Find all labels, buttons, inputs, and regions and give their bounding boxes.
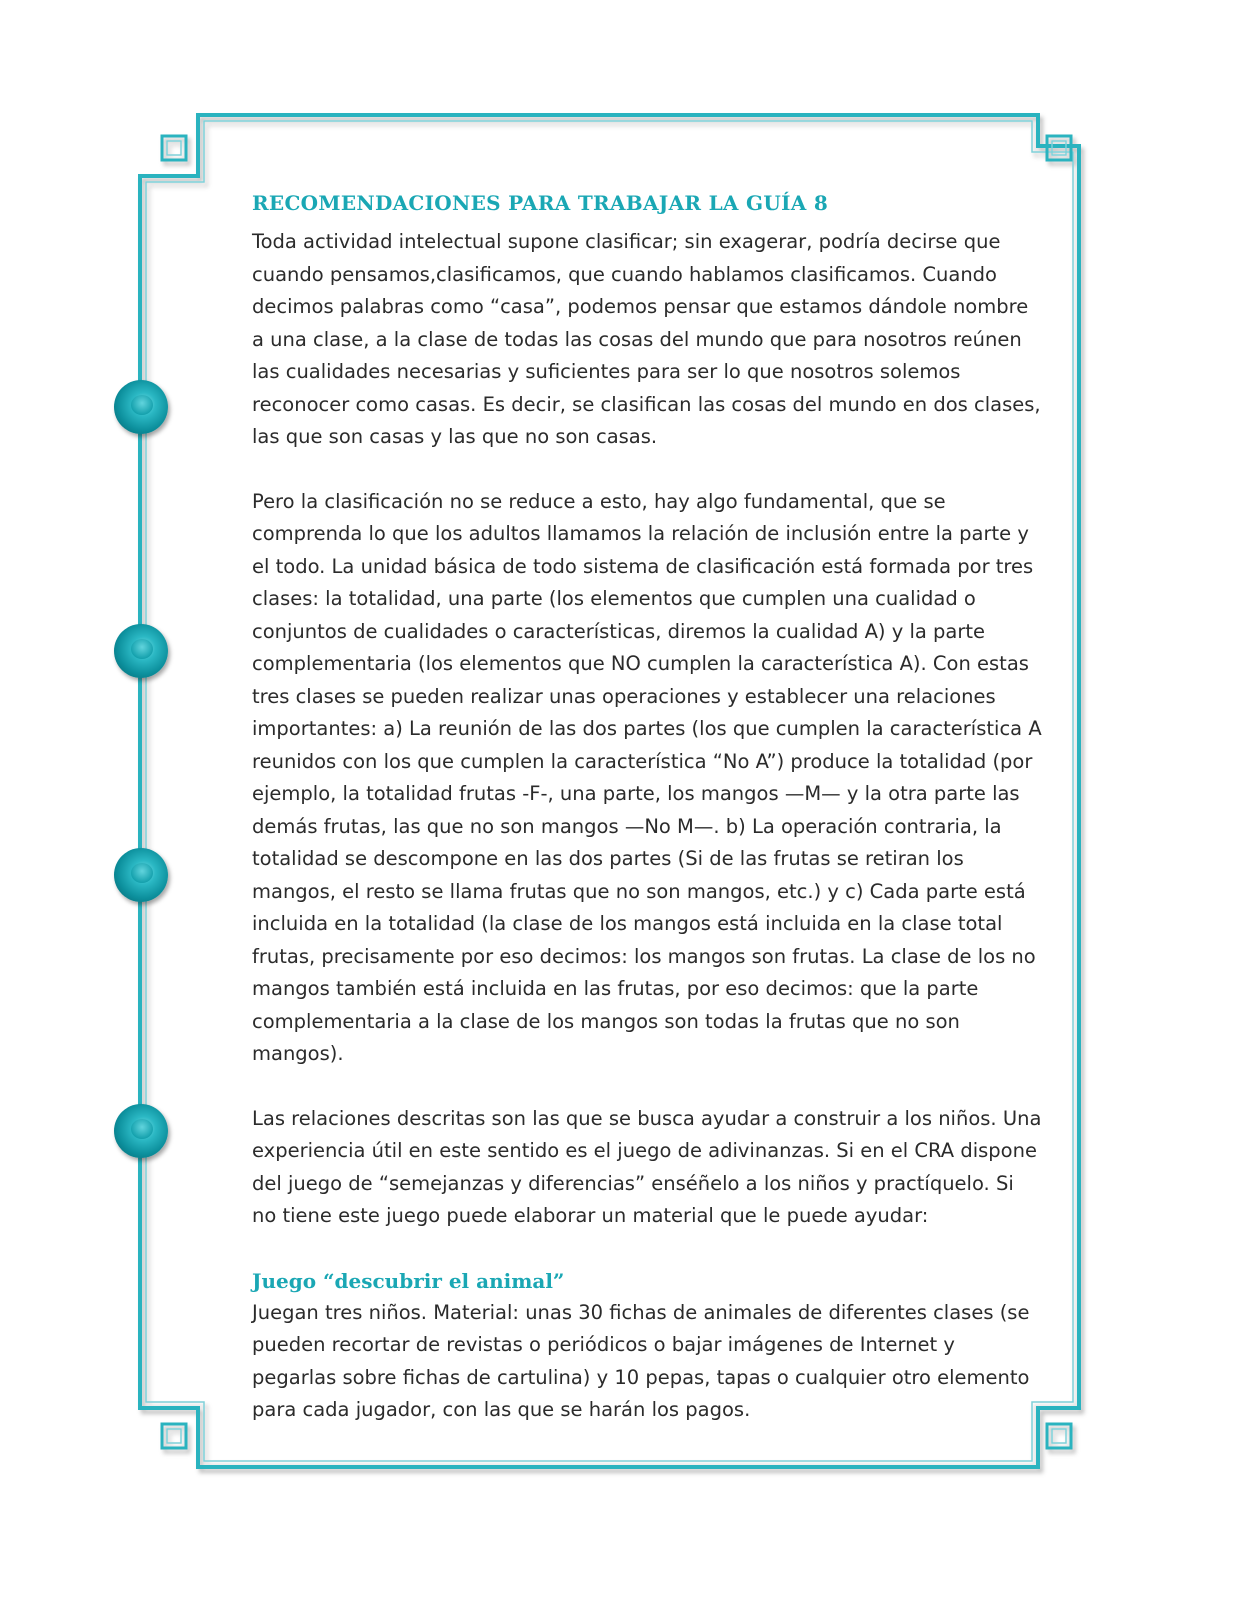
binder-ring-1 [114,380,168,434]
binder-ring-2 [114,624,168,678]
paragraph-relations: Las relaciones descritas son las que se busca ayudar a construir a los niños. Una experiencia útil en este sentido es el juego de adivinanzas. Si en el CRA dispone del juego de “semejanzas y diferencias” enséñelo a los niños y practíquelo. Si no tiene este juego puede elaborar un material que le puede ayudar: [252,1106,1042,1227]
binder-ring-3 [114,848,168,902]
section-title: RECOMENDACIONES PARA TRABAJAR LA GUÍA 8 [252,191,829,215]
game-title: Juego “descubrir el animal” [252,1268,565,1293]
document-content [252,188,1042,1427]
paragraph-classification: Pero la clasificación no se reduce a esto, hay algo fundamental, que se comprenda lo que los adultos llamamos la relación de inclusión entre la parte y el todo. La unidad básica de todo sistema de clasificación está formada por tres clases: la totalidad, una parte (los elementos que cumplen una cualidad o conjuntos de cualidades o características, diremos la cualidad A) y la parte complementaria (los elementos que NO cumplen la característica A). Con estas tres clases se pueden realizar unas operaciones y establecer una relaciones importantes: a) La reunión de las dos partes (los que cumplen la característica A reunidos con los que cumplen la característica “No A”) produce la totalidad (por ejemplo, la totalidad frutas -F-, una parte, los mangos —M— y la otra parte las demás frutas, las que no son mangos —No M—. b) La operación contraria, la totalidad se descompone en las dos partes (Si de las frutas se retiran los mangos, el resto se llama frutas que no son mangos, etc.) y c) Cada parte está incluida en la totalidad (la clase de los mangos está incluida en la clase total frutas, precisamente por eso decimos: los mangos son frutas. La clase de los no mangos también está incluida en las frutas, por eso decimos: que la parte complementaria a la clase de los mangos son todas la frutas que no son mangos). [252,489,1042,1065]
binder-ring-4 [114,1104,168,1158]
paragraph-intro: Toda actividad intelectual supone clasificar; sin exagerar, podría decirse que cuando pensamos,clasificamos, que cuando hablamos clasificamos. Cuando decimos palabras como “casa”, podemos pensar que estamos dándole nombre a una clase, a la clase de todas las cosas del mundo que para nosotros reúnen las cualidades necesarias y suficientes para ser lo que nosotros solemos reconocer como casas. Es decir, se clasifican las cosas del mundo en dos clases, las que son casas y las que no son casas. [252,230,1041,448]
game-description: Juegan tres niños. Material: unas 30 fichas de animales de diferentes clases (se pueden recortar de revistas o periódicos o bajar imágenes de Internet y pegarlas sobre fichas de cartulina) y 10 pepas, tapas o cualquier otro elemento para cada jugador, con las que se harán los pagos. [252,1300,1030,1421]
